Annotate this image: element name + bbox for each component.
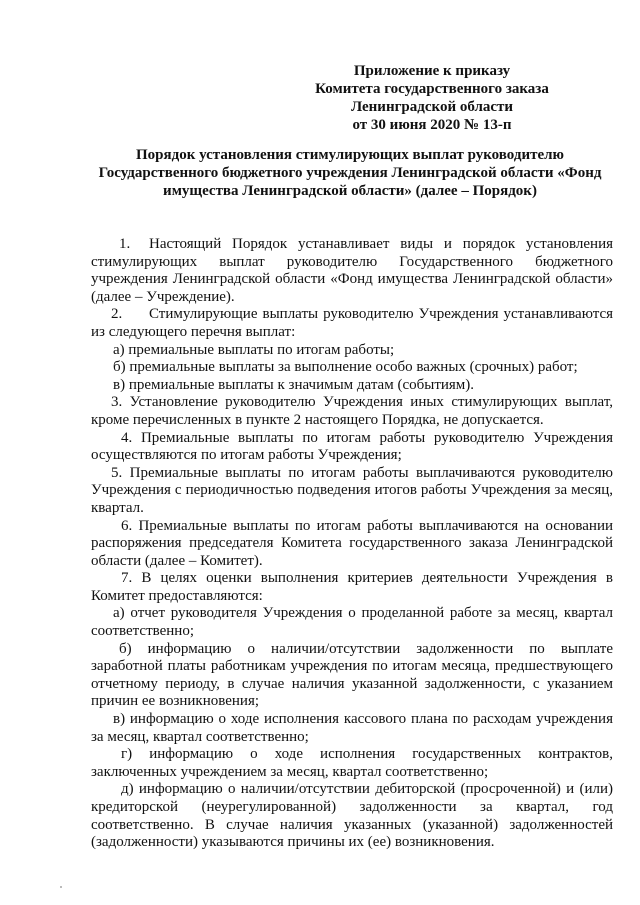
appendix-header <box>282 62 582 134</box>
paragraph-6: 6. Премиальные выплаты по итогам работы выплачиваются на основании распоряжения председателя Комитета государственного заказа Ленинградской области (далее – Комитет). <box>91 517 613 569</box>
header-line-1: Приложение к приказу <box>353 63 511 79</box>
title-line-3: имущества Ленинградской области» (далее – Порядок) <box>163 183 537 199</box>
paragraph-1-text: Настоящий Порядок устанавливает виды и порядок установления стимулирующих выплат руководителю Государственного бюджетного учреждения Ленинградской области «Фонд имущества Ленинградской области» (далее – Учреждение). <box>91 236 613 305</box>
paragraph-2-item-a: а) премиальные выплаты по итогам работы; <box>113 341 395 358</box>
paragraph-7-item-g: г) информацию о ходе исполнения государственных контрактов, заключенных учреждением за месяц, квартал соответственно; <box>91 746 613 780</box>
paragraph-1-number: 1. <box>119 236 131 252</box>
paragraph-2-item-b: б) премиальные выплаты за выполнение особо важных (срочных) работ; <box>113 359 578 376</box>
document-body <box>91 236 613 852</box>
paragraph-3: 3. Установление руководителю Учреждения иных стимулирующих выплат, кроме перечисленных в пункте 2 настоящего Порядка, не допускается. <box>91 394 613 428</box>
scan-speck <box>60 886 62 888</box>
paragraph-7-item-d: д) информацию о наличии/отсутствии дебиторской (просроченной) и (или) кредиторской (неурегулированной) задолженности за квартал, год соответственно. В случае наличия указанных (указанной) задолженностей (задолженности) указываются причины их (ее) возникновения. <box>91 781 613 851</box>
paragraph-2-text: Стимулирующие выплаты руководителю Учреждения устанавливаются из следующего перечня выплат: <box>91 306 613 340</box>
paragraph-2-number: 2. <box>111 306 123 323</box>
title-line-1: Порядок установления стимулирующих выплат руководителю <box>136 147 564 163</box>
title-line-2: Государственного бюджетного учреждения Ленинградской области «Фонд <box>98 165 602 181</box>
paragraph-4: 4. Премиальные выплаты по итогам работы руководителю Учреждения осуществляются по итогам работы Учреждения; <box>91 429 613 464</box>
paragraph-7-item-v: в) информацию о ходе исполнения кассового плана по расходам учреждения за месяц, квартал соответственно; <box>91 711 613 745</box>
paragraph-1 <box>91 236 613 306</box>
paragraph-7-item-b: б) информацию о наличии/отсутствии задолженности по выплате заработной платы работникам учреждения по итогам месяца, предшествующего отчетному периоду, в случае наличия указанной задолженности, с указанием причин ее возникновения; <box>91 640 613 710</box>
paragraph-7-item-a: а) отчет руководителя Учреждения о проделанной работе за месяц, квартал соответственно; <box>91 605 613 640</box>
header-line-4: от 30 июня 2020 № 13-п <box>352 117 512 133</box>
header-line-3: Ленинградской области <box>350 99 514 115</box>
paragraph-2-item-c: в) премиальные выплаты к значимым датам (событиям). <box>113 376 475 393</box>
header-line-2: Комитета государственного заказа <box>315 81 549 97</box>
paragraph-2 <box>91 306 613 341</box>
paragraph-5: 5. Премиальные выплаты по итогам работы выплачиваются руководителю Учреждения с периодичностью подведения итогов работы Учреждения за месяц, квартал. <box>91 464 613 516</box>
paragraph-7: 7. В целях оценки выполнения критериев деятельности Учреждения в Комитет предоставляются: <box>91 570 613 604</box>
document-title <box>80 146 620 200</box>
